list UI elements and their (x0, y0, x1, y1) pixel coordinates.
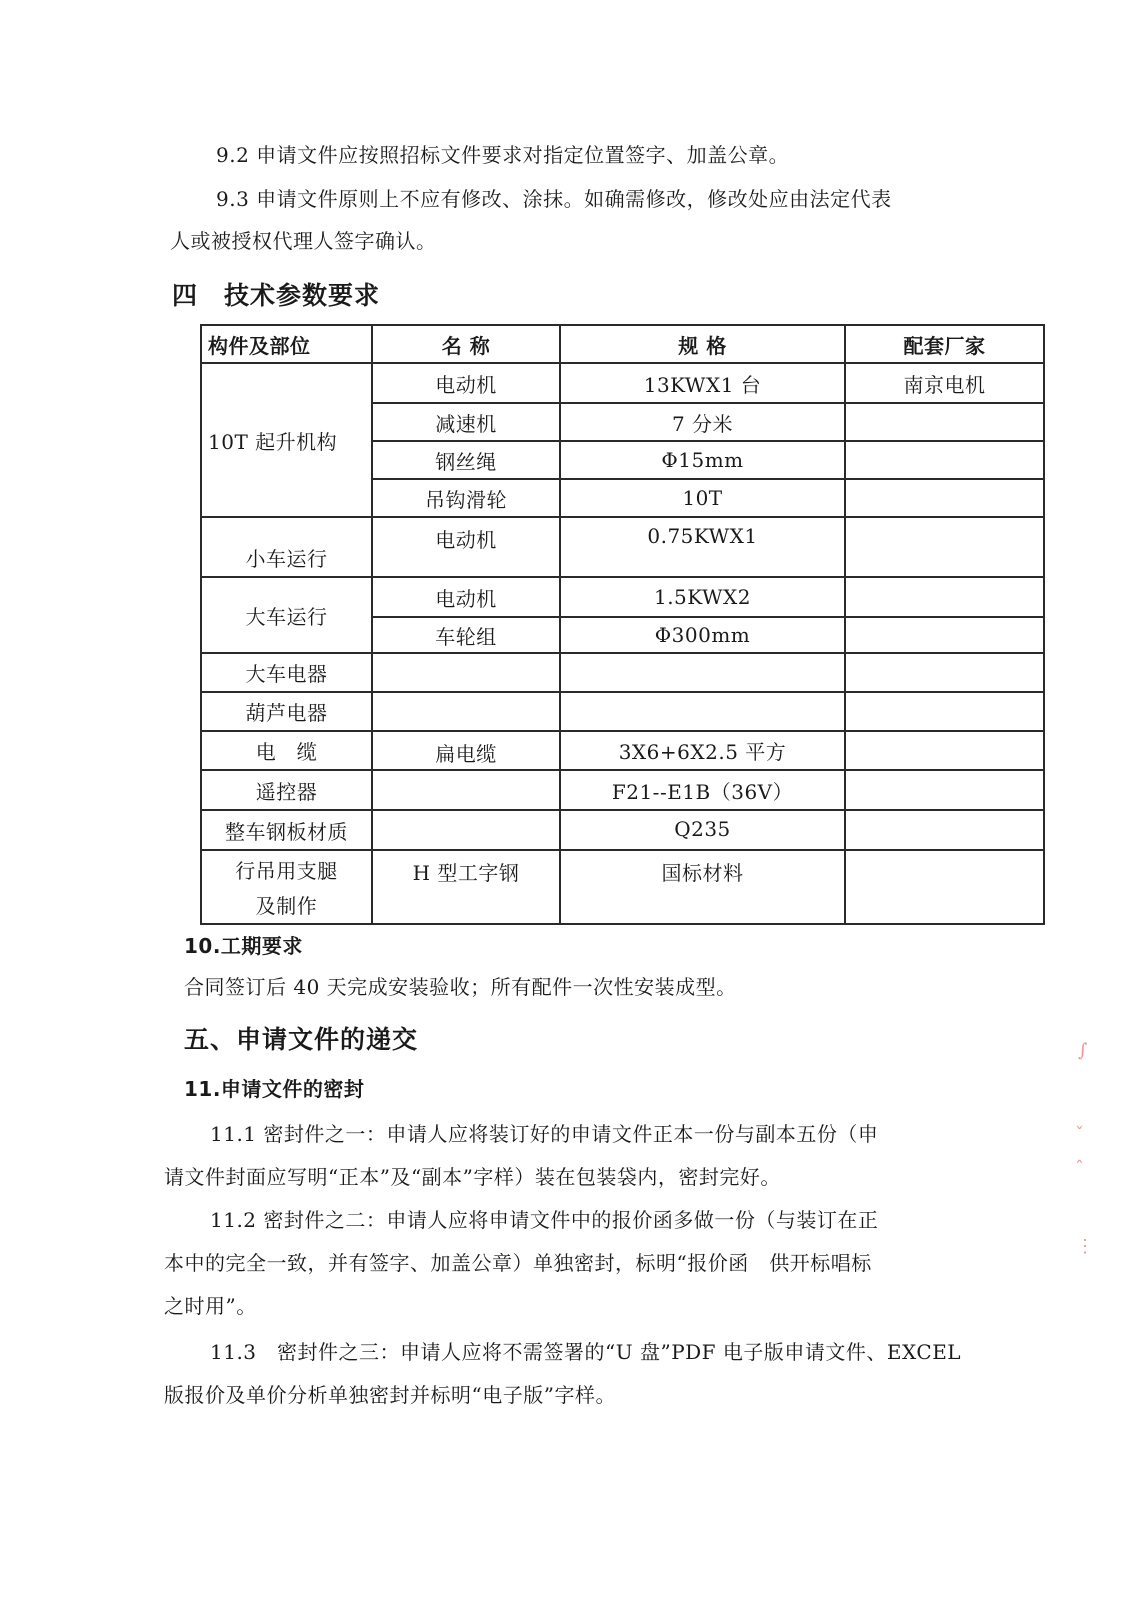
paragraph-11-1-line2: 请文件封面应写明“正本”及“副本”字样）装在包装袋内，密封完好。 (164, 1165, 781, 1189)
cell-spec (560, 653, 845, 692)
cell-name: 吊钩滑轮 (372, 479, 560, 517)
seal-fragment-icon: ⋮ (1076, 1236, 1094, 1257)
seal-fragment-icon: ∫ (1078, 1040, 1088, 1061)
cell-name (372, 810, 560, 850)
table-header-row (201, 325, 1044, 363)
seal-fragment-icon: ˆ (1075, 1158, 1084, 1179)
cell-part: 葫芦电器 (201, 692, 372, 731)
cell-name (372, 692, 560, 731)
cell-name: 电动机 (372, 577, 560, 617)
paragraph-11-3-line1: 11.3 密封件之三：申请人应将不需签署的“U 盘”PDF 电子版申请文件、EXCEL (210, 1340, 962, 1364)
header-part: 构件及部位 (201, 325, 372, 363)
cell-maker (845, 653, 1044, 692)
table-row (201, 653, 1044, 692)
table-row (201, 770, 1044, 810)
tech-spec-table (200, 324, 1045, 925)
paragraph-11-1-line1: 11.1 密封件之一：申请人应将装订好的申请文件正本一份与副本五份（申 (210, 1122, 879, 1146)
cell-name (372, 653, 560, 692)
section-10-heading: 10.工期要求 (184, 934, 303, 958)
cell-name: 车轮组 (372, 617, 560, 653)
table-row (201, 850, 1044, 924)
cell-maker (845, 479, 1044, 517)
cell-maker (845, 810, 1044, 850)
cell-spec: 0.75KWX1 (560, 517, 845, 577)
paragraph-11-3-line2: 版报价及单价分析单独密封并标明“电子版”字样。 (164, 1383, 616, 1407)
cell-part: 大车运行 (201, 577, 372, 653)
cell-spec: Φ15mm (560, 441, 845, 479)
paragraph-9-2: 9.2 申请文件应按照招标文件要求对指定位置签字、加盖公章。 (216, 143, 790, 167)
table-row (201, 517, 1044, 577)
table-row (201, 577, 1044, 617)
cell-maker (845, 441, 1044, 479)
cell-part: 10T 起升机构 (201, 363, 372, 517)
section-5-heading: 五、申请文件的递交 (184, 1025, 419, 1054)
section-11-heading: 11.申请文件的密封 (184, 1077, 365, 1101)
paragraph-9-3-line2: 人或被授权代理人签字确认。 (170, 229, 437, 253)
cell-name: 减速机 (372, 403, 560, 441)
cell-part-line1: 行吊用支腿 (235, 859, 338, 883)
cell-name (372, 770, 560, 810)
cell-maker (845, 770, 1044, 810)
cell-spec: Q235 (560, 810, 845, 850)
cell-part (201, 850, 372, 924)
section-4-heading: 四 技术参数要求 (172, 281, 381, 310)
table-row (201, 692, 1044, 731)
cell-spec: F21--E1B（36V） (560, 770, 845, 810)
cell-name: 钢丝绳 (372, 441, 560, 479)
cell-spec: Φ300mm (560, 617, 845, 653)
cell-maker (845, 577, 1044, 617)
section-10-text: 合同签订后 40 天完成安装验收；所有配件一次性安装成型。 (184, 975, 737, 999)
table-row (201, 731, 1044, 770)
cell-spec: 国标材料 (560, 850, 845, 924)
cell-name: 电动机 (372, 517, 560, 577)
cell-part: 大车电器 (201, 653, 372, 692)
cell-part: 电 缆 (201, 731, 372, 770)
cell-name: 扁电缆 (372, 731, 560, 770)
cell-spec: 10T (560, 479, 845, 517)
cell-maker: 南京电机 (845, 363, 1044, 403)
cell-maker (845, 617, 1044, 653)
cell-maker (845, 517, 1044, 577)
cell-part: 小车运行 (201, 517, 372, 577)
cell-part: 遥控器 (201, 770, 372, 810)
paragraph-9-3-line1: 9.3 申请文件原则上不应有修改、涂抹。如确需修改，修改处应由法定代表 (216, 187, 892, 211)
paragraph-11-2-line2: 本中的完全一致，并有签字、加盖公章）单独密封，标明“报价函 供开标唱标 (164, 1251, 872, 1275)
table-row (201, 363, 1044, 403)
cell-spec: 3X6+6X2.5 平方 (560, 731, 845, 770)
cell-spec: 7 分米 (560, 403, 845, 441)
table-row (201, 810, 1044, 850)
cell-name: 电动机 (372, 363, 560, 403)
paragraph-11-2-line3: 之时用”。 (164, 1294, 257, 1318)
cell-name: H 型工字钢 (372, 850, 560, 924)
seal-fragment-icon: ˇ (1075, 1124, 1084, 1145)
cell-maker (845, 403, 1044, 441)
cell-spec (560, 692, 845, 731)
cell-spec: 1.5KWX2 (560, 577, 845, 617)
header-maker: 配套厂家 (845, 325, 1044, 363)
cell-part-line2: 及制作 (255, 894, 318, 918)
cell-spec: 13KWX1 台 (560, 363, 845, 403)
cell-maker (845, 850, 1044, 924)
cell-maker (845, 692, 1044, 731)
header-spec: 规 格 (560, 325, 845, 363)
header-name: 名 称 (372, 325, 560, 363)
cell-maker (845, 731, 1044, 770)
cell-part: 整车钢板材质 (201, 810, 372, 850)
paragraph-11-2-line1: 11.2 密封件之二：申请人应将申请文件中的报价函多做一份（与装订在正 (210, 1208, 879, 1232)
